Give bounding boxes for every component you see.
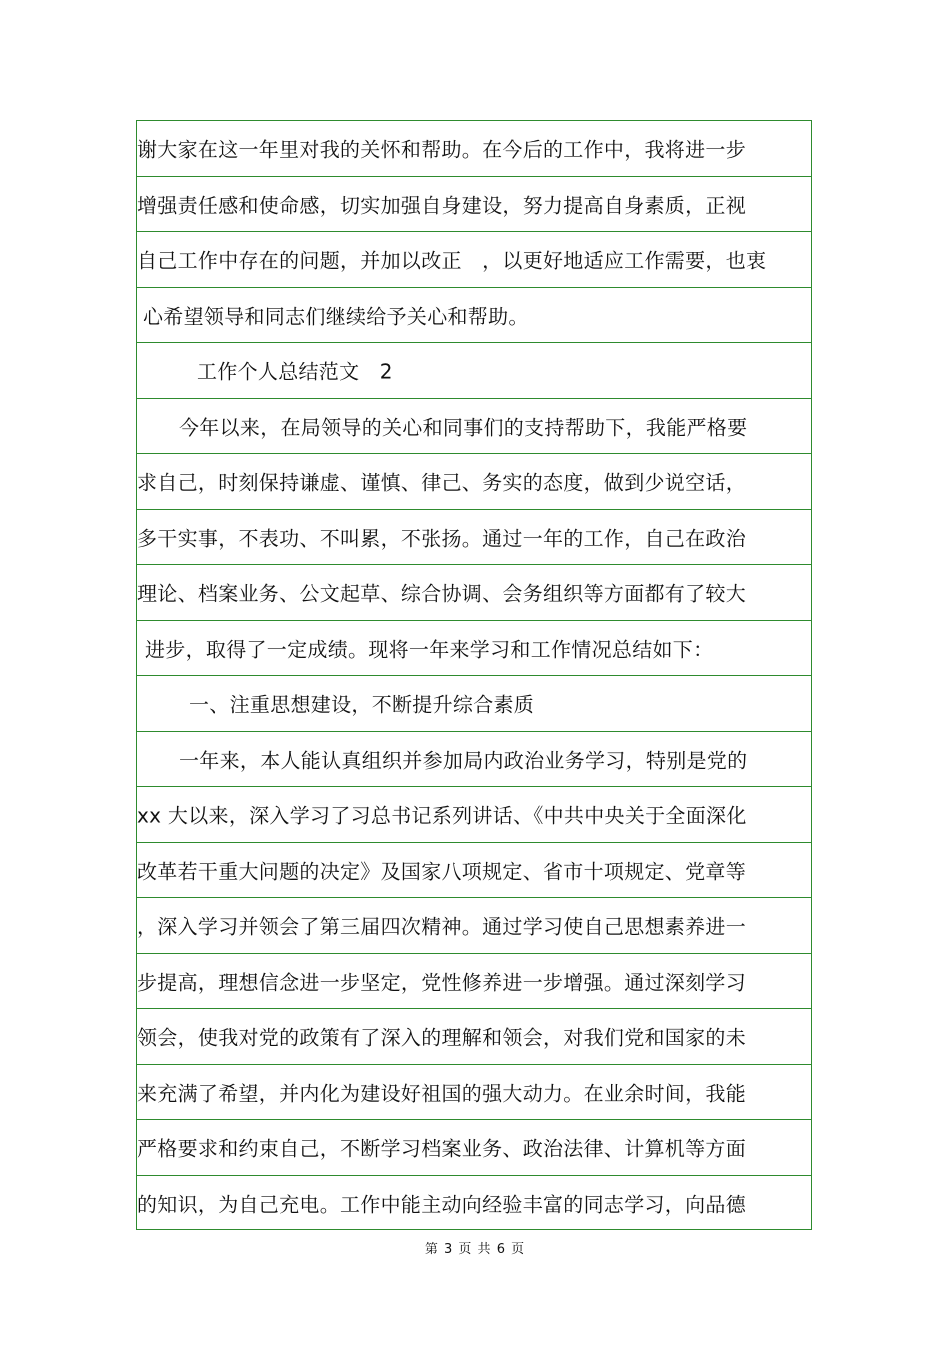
line-text: 求自己，时刻保持谦虚、谨慎、律己、务实的态度，做到少说空话， [137,470,746,495]
text-line [137,1176,811,1232]
text-line [137,787,811,843]
line-text: 进步，取得了一定成绩。现将一年来学习和工作情况总结如下： [145,637,714,662]
text-line [137,1009,811,1065]
text-line [137,121,811,177]
text-line [137,676,811,732]
text-line [137,954,811,1010]
text-line [137,288,811,344]
line-text: 多干实事，不表功、不叫累，不张扬。通过一年的工作，自己在政治 [137,526,746,551]
line-text: 增强责任感和使命感，切实加强自身建设，努力提高自身素质，正视 [137,193,746,218]
text-line [137,1065,811,1121]
text-line [137,343,811,399]
text-line [137,232,811,288]
text-line [137,898,811,954]
section-heading: 一、注重思想建设，不断提升综合素质 [189,692,535,717]
page-footer: 第 3 页 共 6 页 [424,1242,526,1257]
text-line [137,621,811,677]
line-text: 一年来，本人能认真组织并参加局内政治业务学习，特别是党的 [179,748,748,773]
line-text: 严格要求和约束自己，不断学习档案业务、政治法律、计算机等方面 [137,1136,746,1161]
text-line [137,1120,811,1176]
line-text: 自己工作中存在的问题，并加以改正 ，以更好地适应工作需要，也衷 [137,248,767,273]
text-line [137,399,811,455]
line-text: 的知识，为自己充电。工作中能主动向经验丰富的同志学习，向品德 [137,1192,746,1217]
line-text: 来充满了希望，并内化为建设好祖国的强大动力。在业余时间，我能 [137,1081,746,1106]
text-line [137,843,811,899]
section-title: 工作个人总结范文 2 [197,359,393,384]
line-text: xx 大以来，深入学习了习总书记系列讲话、《中共中央关于全面深化 [137,803,747,828]
text-line [137,565,811,621]
line-text: 领会，使我对党的政策有了深入的理解和领会，对我们党和国家的未 [137,1025,746,1050]
text-line [137,177,811,233]
line-text: ，深入学习并领会了第三届四次精神。通过学习使自己思想素养进一 [137,914,746,939]
line-text: 理论、档案业务、公文起草、综合协调、会务组织等方面都有了较大 [137,581,746,606]
text-line [137,510,811,566]
line-text: 步提高，理想信念进一步坚定，党性修养进一步增强。通过深刻学习 [137,970,746,995]
line-text: 谢大家在这一年里对我的关怀和帮助。在今后的工作中，我将进一步 [137,137,746,162]
text-line [137,454,811,510]
text-line [137,732,811,788]
ruled-text-box [136,120,812,1230]
line-text: 改革若干重大问题的决定》及国家八项规定、省市十项规定、党章等 [137,859,746,884]
line-text: 心希望领导和同志们继续给予关心和帮助。 [143,304,529,329]
line-text: 今年以来，在局领导的关心和同事们的支持帮助下，我能严格要 [179,415,748,440]
